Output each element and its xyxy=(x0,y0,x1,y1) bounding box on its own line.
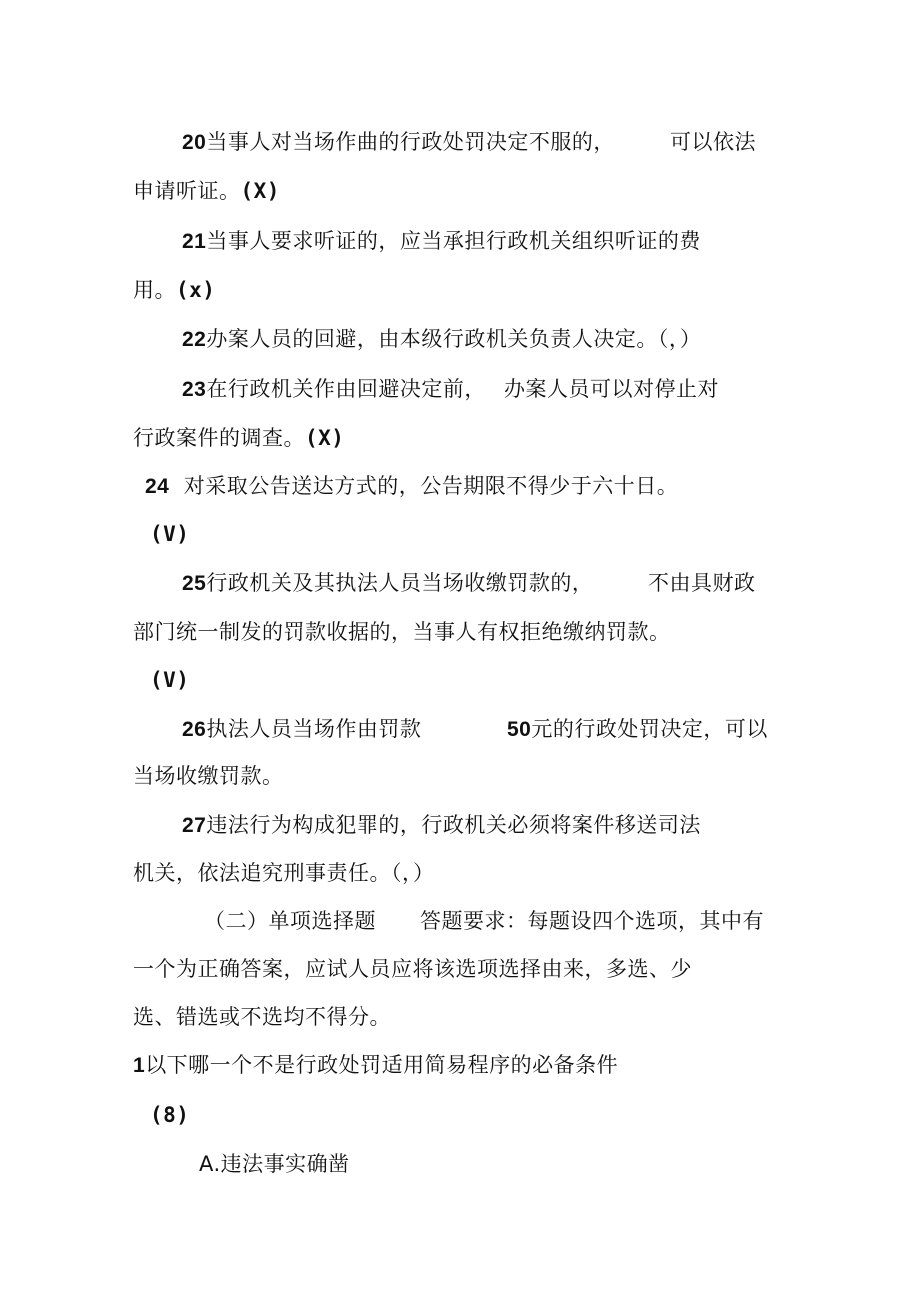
mcq1-option-a: A.违法事实确凿 xyxy=(199,1152,350,1176)
q23-text-2: 行政案件的调查。 xyxy=(133,426,305,450)
q27-answer-mark: （，） xyxy=(391,861,435,885)
q26-amount: 50 xyxy=(507,718,532,741)
q26-line1 xyxy=(182,716,421,743)
section-requirement-c: 选、错选或不选均不得分。 xyxy=(133,1005,391,1029)
q26-line2 xyxy=(133,763,284,789)
q25-line1-end xyxy=(648,570,756,596)
q22-line1 xyxy=(182,326,701,353)
q25-text-a: 行政机关及其执法人员当场收缴罚款的， xyxy=(206,571,594,595)
q20-text-a: 当事人对当场作曲的行政处罚决定不服的， xyxy=(206,130,615,154)
q20-text-2: 申请听证。 xyxy=(133,179,241,203)
mcq1-mark-line xyxy=(150,1102,189,1128)
q25-text-2: 部门统一制发的罚款收据的，当事人有权拒绝缴纳罚款。 xyxy=(133,620,671,644)
q20-text-b: 可以依法 xyxy=(670,130,756,154)
q21-number: 21 xyxy=(182,230,207,253)
q23-number: 23 xyxy=(182,378,207,401)
q25-line3 xyxy=(150,667,189,693)
q26-number: 26 xyxy=(182,718,207,741)
q20-number: 20 xyxy=(182,131,207,154)
q25-number: 25 xyxy=(182,572,207,595)
q22-answer-mark: （，） xyxy=(657,327,702,351)
q25-line1 xyxy=(182,570,593,597)
q21-text-1: 当事人要求听证的，应当承担行政机关组织听证的费 xyxy=(206,229,701,253)
section-req-line2 xyxy=(133,956,692,982)
q23-answer-mark: (X) xyxy=(305,426,345,450)
q22-number: 22 xyxy=(182,328,207,351)
q27-number: 27 xyxy=(182,814,207,837)
q24-answer-mark: (V) xyxy=(150,522,190,546)
mcq1-number: 1 xyxy=(133,1054,146,1077)
q26-line1-end xyxy=(507,716,768,743)
section-requirement-a: 答题要求：每题设四个选项，其中有 xyxy=(420,909,764,933)
q21-line2 xyxy=(133,277,215,303)
q27-text-2: 机关，依法追究刑事责任。 xyxy=(133,861,391,885)
mcq1-stem-line xyxy=(133,1052,618,1079)
q20-line1 xyxy=(182,129,615,156)
mcq1-stem: 以下哪一个不是行政处罚适用简易程序的必备条件 xyxy=(145,1053,619,1077)
q26-text-a: 执法人员当场作由罚款 xyxy=(206,717,422,741)
q23-text-b: 办案人员可以对停止对 xyxy=(504,377,719,401)
q20-line2 xyxy=(133,178,280,204)
q24-text-1: 对采取公告送达方式的，公告期限不得少于六十日。 xyxy=(183,474,679,498)
q23-line1 xyxy=(182,376,486,403)
section-title: （二）单项选择题 xyxy=(204,909,376,933)
section-req-line3 xyxy=(133,1004,391,1030)
section-requirement-b: 一个为正确答案，应试人员应将该选项选择由来，多选、少 xyxy=(133,957,692,981)
q26-text-b: 元的行政处罚决定，可以 xyxy=(531,717,768,741)
q25-answer-mark: (V) xyxy=(150,668,190,692)
q22-text-1: 办案人员的回避，由本级行政机关负责人决定。 xyxy=(206,327,658,351)
q24-number: 24 xyxy=(145,475,170,498)
q23-line1-end xyxy=(504,376,719,402)
q27-line2 xyxy=(133,860,435,886)
q23-line2 xyxy=(133,425,344,451)
q21-line1 xyxy=(182,228,701,255)
section-heading xyxy=(204,908,376,934)
q23-text-a: 在行政机关作由回避决定前， xyxy=(206,377,486,401)
q20-answer-mark: (X) xyxy=(240,179,280,203)
q26-text-2: 当场收缴罚款。 xyxy=(133,764,284,788)
q24-line1 xyxy=(145,473,678,500)
mcq1-answer-mark: (8) xyxy=(150,1103,190,1127)
q27-line1 xyxy=(182,812,701,839)
section-req-line1 xyxy=(420,908,764,934)
q25-text-b: 不由具财政 xyxy=(648,571,756,595)
q24-line2 xyxy=(150,521,189,547)
q27-text-1: 违法行为构成犯罪的，行政机关必须将案件移送司法 xyxy=(206,813,701,837)
mcq1-option-a-line xyxy=(199,1151,350,1177)
q21-text-2: 用。 xyxy=(133,278,176,302)
q21-answer-mark: (x) xyxy=(176,278,216,302)
q25-line2 xyxy=(133,619,671,645)
q20-line1-end xyxy=(670,129,756,155)
